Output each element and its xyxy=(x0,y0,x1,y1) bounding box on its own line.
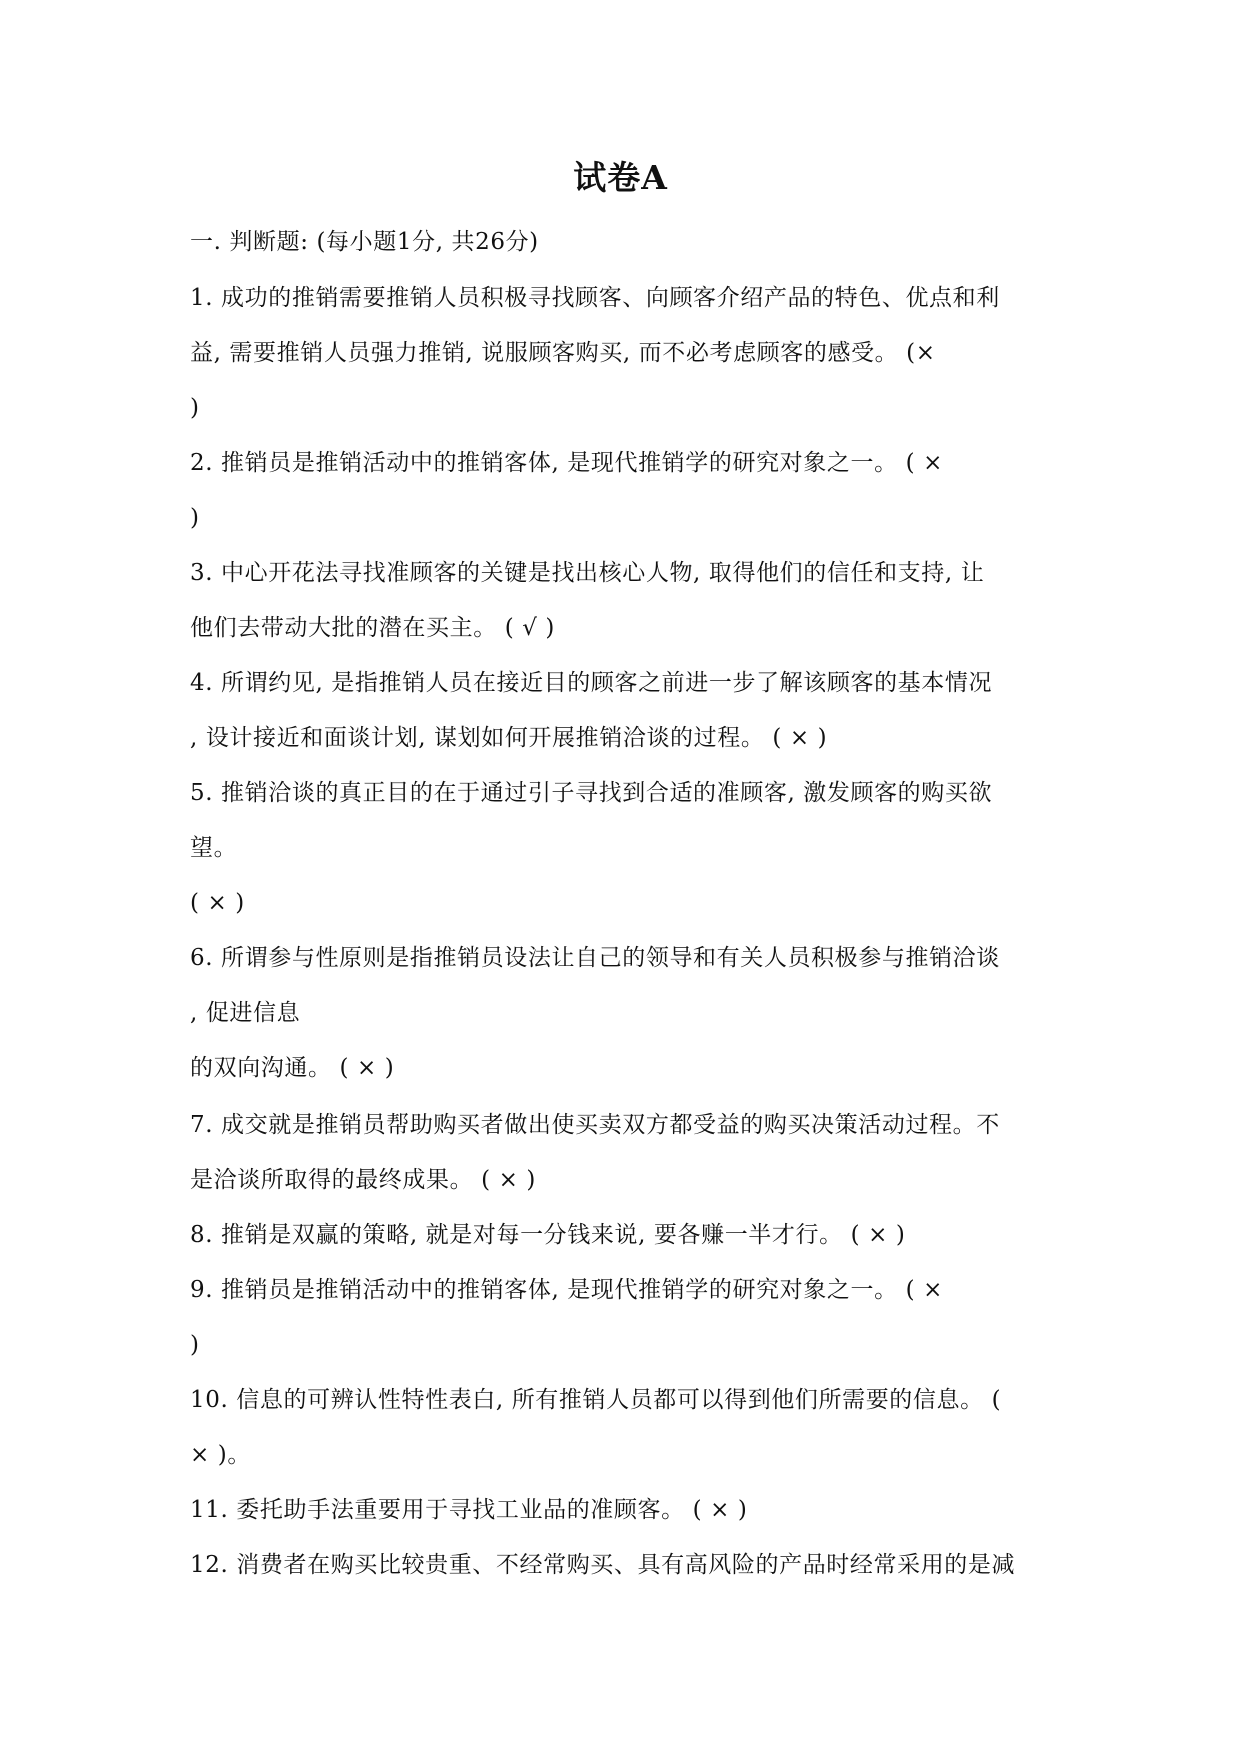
question-line: 3. 中心开花法寻找准顾客的关键是找出核心人物, 取得他们的信任和支持, 让 xyxy=(190,560,985,586)
question-line: , 设计接近和面谈计划, 谋划如何开展推销洽谈的过程。 ( × ) xyxy=(190,725,828,751)
question-line: 6. 所谓参与性原则是指推销员设法让自己的领导和有关人员积极参与推销洽谈 xyxy=(190,945,1000,971)
question-line: 10. 信息的可辨认性特性表白, 所有推销人员都可以得到他们所需要的信息。 ( xyxy=(190,1387,1002,1413)
question-line: 12. 消费者在购买比较贵重、不经常购买、具有高风险的产品时经常采用的是减 xyxy=(190,1552,1016,1578)
question-line: 益, 需要推销人员强力推销, 说服顾客购买, 而不必考虑顾客的感受。 (× xyxy=(190,340,936,366)
question-line: 5. 推销洽谈的真正目的在于通过引子寻找到合适的准顾客, 激发顾客的购买欲 xyxy=(190,780,993,806)
question-line: 7. 成交就是推销员帮助购买者做出使买卖双方都受益的购买决策活动过程。不 xyxy=(190,1112,1000,1138)
question-line: 的双向沟通。 ( × ) xyxy=(190,1055,395,1081)
question-line: × )。 xyxy=(190,1442,251,1468)
question-line: ( × ) xyxy=(190,890,245,916)
question-line: 1. 成功的推销需要推销人员积极寻找顾客、向顾客介绍产品的特色、优点和利 xyxy=(190,285,1000,311)
question-line: 2. 推销员是推销活动中的推销客体, 是现代推销学的研究对象之一。 ( × xyxy=(190,450,943,476)
question-line: 4. 所谓约见, 是指推销人员在接近目的顾客之前进一步了解该顾客的基本情况 xyxy=(190,670,993,696)
question-line: 11. 委托助手法重要用于寻找工业品的准顾客。 ( × ) xyxy=(190,1497,748,1523)
question-line: ) xyxy=(190,395,200,421)
question-line: 8. 推销是双赢的策略, 就是对每一分钱来说, 要各赚一半才行。 ( × ) xyxy=(190,1222,906,1248)
question-line: 是洽谈所取得的最终成果。 ( × ) xyxy=(190,1167,536,1193)
question-line: ) xyxy=(190,505,200,531)
question-line: ) xyxy=(190,1332,200,1358)
section-heading: 一. 判断题: (每小题1分, 共26分) xyxy=(190,229,539,255)
question-line: 9. 推销员是推销活动中的推销客体, 是现代推销学的研究对象之一。 ( × xyxy=(190,1277,943,1303)
page-title: 试卷A xyxy=(573,158,668,197)
question-line: 望。 xyxy=(190,835,238,861)
question-line: 他们去带动大批的潜在买主。 ( √ ) xyxy=(190,615,555,641)
question-line: , 促进信息 xyxy=(190,1000,301,1026)
